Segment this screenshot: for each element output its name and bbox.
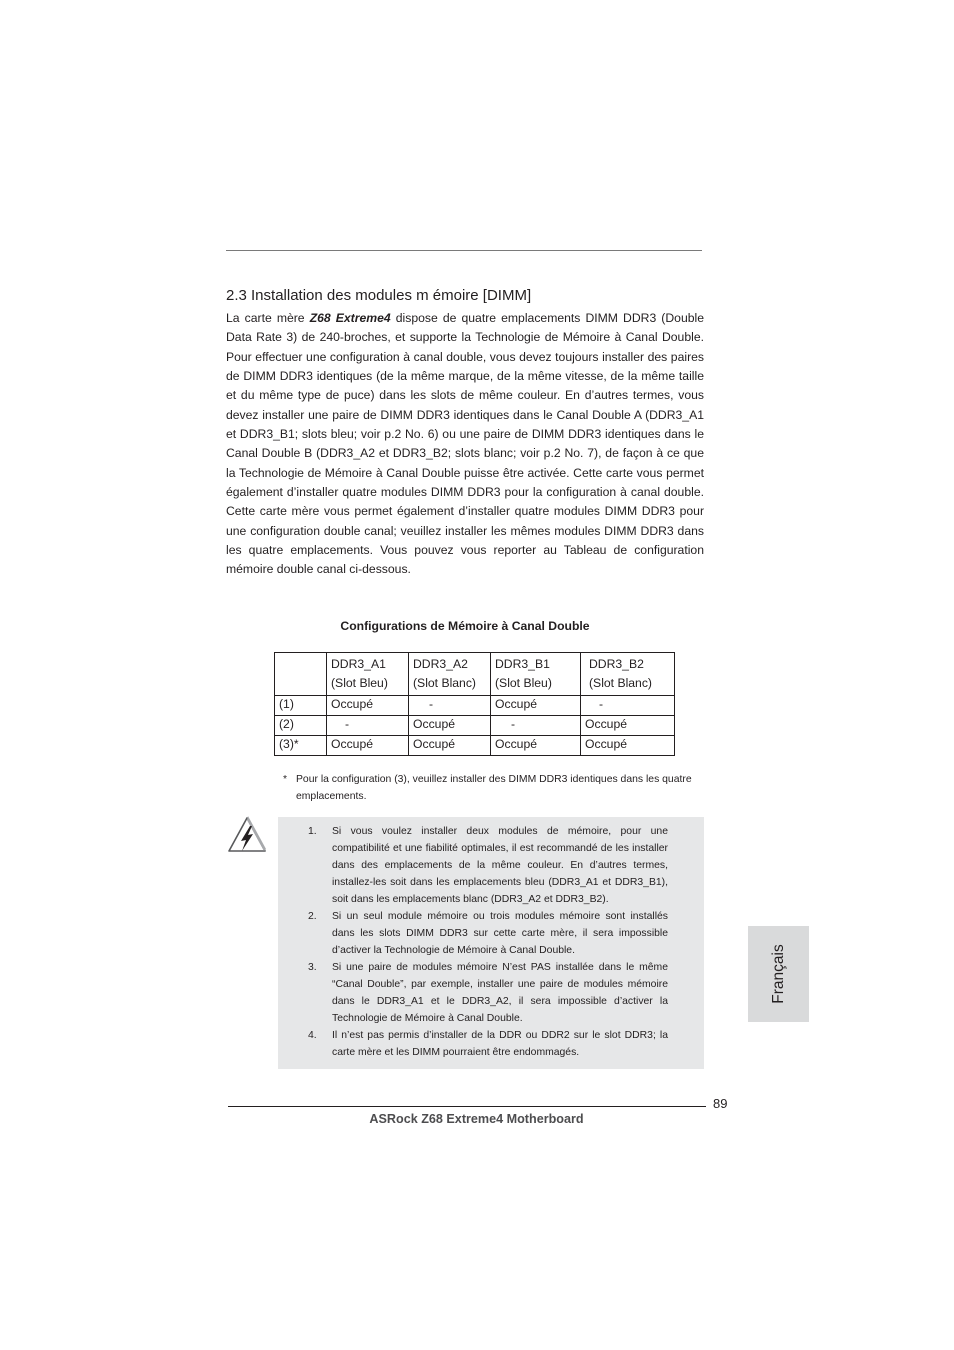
table-cell: - [327,716,409,736]
language-tab [748,926,809,1022]
header-cell: DDR3_B2 (Slot Blanc) [581,653,675,696]
row-label: (1) [275,696,327,716]
table-cell: Occupé [409,736,491,756]
table-corner-cell [275,653,327,696]
row-label: (3)* [275,736,327,756]
table-cell: - [409,696,491,716]
footer-title: ASRock Z68 Extreme4 Motherboard [369,1112,584,1126]
note-item: 1. Si vous voulez installer deux modules de mémoire, pour une compatibilité et une fiabilité optimales, il est recommandé de les installer dans des emplacements de la même couleur. En d’autres termes, installez-les soit dans les emplacements bleu (DDR3_A1 et DDR3_B1), soit dans les emplacements blanc (DDR3_A2 et DDR3_B2). [308,826,668,905]
warning-triangle-lightning-icon [225,813,267,855]
table-footnote [283,771,703,805]
bottom-rule [228,1106,706,1107]
table-cell: Occupé [327,696,409,716]
intro-after: dispose de quatre emplacements DIMM DDR3 (Double Data Rate 3) de 240-broches, et supporte la Technologie de Mémoire à Canal Double. Pour effectuer une configuration à canal double, vous devez toujours installer des paires de DIMM DDR3 identiques (de la même marque, de la même vitesse, de la même taille et du même type de puce) dans les slots de même couleur. En d’autres termes, vous devez installer une paire de DIMM DDR3 identiques dans le Canal Double A (DDR3_A1 et DDR3_B1; slots bleu; voir p.2 No. 6) ou une paire de DIMM DDR3 identiques dans le Canal Double B (DDR3_A2 et DDR3_B2; slots blanc; voir p.2 No. 7), de façon à ce que la Technologie de Mémoire à Canal Double puisse être activée. Cette carte vous permet également d’installer quatre modules DIMM DDR3 pour la configuration à canal double. Cette carte mère vous permet également d’installer quatre modules DIMM DDR3 pour une configuration double canal; veuillez installer les mêmes modules DIMM DDR3 dans les quatre emplacements. Vous pouvez vous reporter au Tableau de configuration mémoire double canal ci-dessous. [226,311,704,577]
table-cell: Occupé [581,716,675,736]
top-rule [226,250,702,251]
table-row [275,696,675,716]
table-header-row [275,653,675,696]
table-cell: Occupé [581,736,675,756]
model-name: Z68 Extreme4 [309,311,391,325]
section-body [226,309,704,580]
table-cell: Occupé [327,736,409,756]
note-item: 4. Il n’est pas permis d’installer de la DDR ou DDR2 sur le slot DDR3; la carte mère et les DIMM pourraient être endommagés. [308,1030,668,1058]
table-row [275,716,675,736]
header-cell: DDR3_B1 (Slot Bleu) [491,653,581,696]
notes-list [278,817,704,1061]
table-cell: - [491,716,581,736]
footnote-marker: * [283,774,288,785]
note-item: 2. Si un seul module mémoire ou trois modules mémoire sont installés dans les slots DIMM DDR3 sur cette carte mère, il sera impossible d’activer la Technologie de Mémoire à Canal Double. [308,911,668,956]
table-cell: - [581,696,675,716]
table-title: Configurations de Mémoire à Canal Double [340,619,590,633]
table-row [275,736,675,756]
table-cell: Occupé [409,716,491,736]
page-number: 89 [713,1096,728,1111]
row-label: (2) [275,716,327,736]
note-item: 3. Si une paire de modules mémoire N’est PAS installée dans le même “Canal Double”, par exemple, installer une paire de modules mémoire dans le DDR3_A1 et le DDR3_A2, il sera impossible d’activer la Technologie de Mémoire à Canal Double. [308,962,668,1024]
intro-before: La carte mère [226,311,310,325]
footnote-text: Pour la configuration (3), veuillez installer des DIMM DDR3 identiques dans les quatre emplacements. [296,774,692,802]
table-cell: Occupé [491,696,581,716]
section-heading: 2.3 Installation des modules m émoire [DIMM] [226,287,532,304]
notes-box [278,817,704,1069]
table-cell: Occupé [491,736,581,756]
header-cell: DDR3_A2 (Slot Blanc) [409,653,491,696]
header-cell: DDR3_A1 (Slot Bleu) [327,653,409,696]
memory-config-table [274,652,675,756]
language-label: Français [769,944,787,1004]
